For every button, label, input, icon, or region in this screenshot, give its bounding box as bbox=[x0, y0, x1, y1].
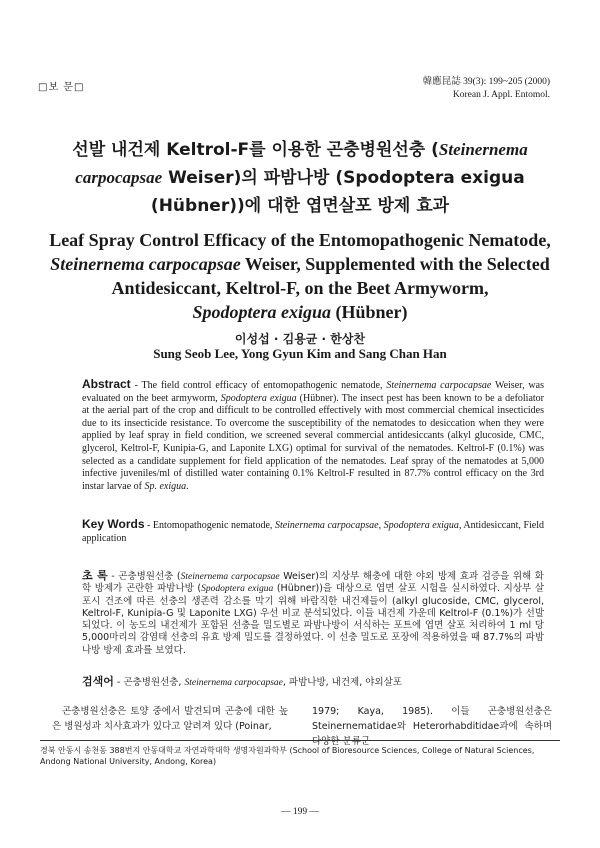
title-english bbox=[40, 228, 560, 324]
abstract-text-5: (Hübner). The insect pest has been known to be a defoliator at the aerial part of the crop and difficult to be controlled effectively with most commercial chemical insecticides due to its insecticide resistance. To overcome the susceptibility of the nematodes to desiccation when they were applied by leaf spray in field condition, we screened several commercial antidesiccants (alkyl glucoside, CMC, glycerol, Keltrol-F, Kunipia-G, and Laponite LXG) optimal for survival of the nematodes. Keltrol-F (0.1%) was selected as a candidate supplement for field application of the nematodes. Leaf spray of the nematodes at 5,000 infective juveniles/ml of distilled water containing 0.1% Keltrol-F resulted in 87.7% control efficacy on the 3rd instar larvae of bbox=[82, 392, 545, 492]
korean-keywords bbox=[82, 673, 544, 689]
journal-citation-ko: 韓應昆誌 39(3): 199~205 (2000) bbox=[422, 77, 550, 87]
title-ko-line1a: 선발 내건제 Keltrol-F를 이용한 곤충병원선충 ( bbox=[72, 140, 439, 160]
korean-keywords-text-3: , 파밤나방, 내건제, 야외살포 bbox=[282, 677, 402, 688]
abstract-text-2: Steinernema carpocapsae bbox=[386, 380, 492, 391]
title-ko-line2a: carpocapsae bbox=[75, 168, 163, 187]
abstract bbox=[82, 378, 544, 493]
abstract-text-4: Spodoptera exigua bbox=[220, 392, 297, 404]
title-en-line4a: Spodoptera exigua bbox=[192, 302, 331, 322]
korean-keywords-heading: 검색어 bbox=[82, 675, 114, 688]
title-en-line2a: Steinernema carpocapsae bbox=[50, 254, 241, 274]
korean-abstract-text-5: (Hübner))을 대상으로 엽면 살포 시험을 실시하였다. 지상부 살포시 건조에 따른 선충의 생존력 감소를 막기 위해 바람직한 내건제들이 (alkyl glucoside, CMC, glycerol, Keltrol-F, Kunipia-G 및 Laponite LXG) 우선 비교 분석되었다. 이들 내건제 가운데 Keltrol-F (0.1%)가 선발되었다. 이 농도의 내건제가 포함된 선충을 밀도별로 파밤나방이 서식하는 포트에 엽면 살포 처리하여 1 ml 당 5,000마리의 감염태 선충의 유효 방제 밀도를 결정하였다. 이 선충 밀도로 포장에 적용하였을 때 87.7%의 파밤나방 방제 효과를 보였다. bbox=[82, 583, 544, 656]
keywords-text-4: Spodoptera exigua bbox=[383, 520, 459, 531]
keywords-text-1: - Entomopathogenic nematode, bbox=[144, 520, 275, 531]
authors-english: Sung Seob Lee, Yong Gyun Kim and Sang Chan Han bbox=[153, 346, 447, 361]
title-korean bbox=[40, 136, 560, 220]
author-affiliation: 경북 안동시 송천동 388번지 안동대학교 자연과학대학 생명자원과학부 (School of Bioresource Sciences, College of Natural Sciences, Andong National University, Andong, Korea) bbox=[40, 746, 535, 766]
body-text-left-column: 곤충병원선충은 토양 중에서 발견되며 곤충에 대한 높은 병원성과 치사효과가 있다고 알려져 있다 (Poinar, bbox=[52, 706, 288, 732]
korean-abstract-text-4: Spodoptera exigua bbox=[201, 584, 274, 595]
korean-abstract-text-2: Steinernema carpocapsae bbox=[180, 572, 280, 582]
authors-korean: 이성섭 · 김용균 · 한상찬 bbox=[234, 332, 366, 346]
korean-keywords-text-1: - 곤충병원선충, bbox=[113, 677, 185, 688]
keywords bbox=[82, 518, 544, 545]
article-type-label: □보 문□ bbox=[38, 82, 85, 93]
abstract-heading: Abstract bbox=[82, 377, 131, 391]
journal-citation bbox=[423, 76, 550, 102]
title-en-line1: Leaf Spray Control Efficacy of the Entomopathogenic Nematode, bbox=[49, 230, 551, 250]
title-en-line3: Antidesiccant, Keltrol-F, on the Beet Armyworm, bbox=[111, 278, 489, 298]
keywords-heading: Key Words bbox=[82, 517, 145, 531]
body-text-right-column: 1979; Kaya, 1985). 이들 곤충병원선충은 Steinernematidae와 Heterorhabditidae과에 속하며 다양한 분류군 bbox=[312, 706, 552, 747]
abstract-text-7: . bbox=[186, 480, 189, 492]
abstract-text-6: Sp. exigua bbox=[144, 480, 187, 492]
korean-abstract-text-1: - 곤충병원선충 ( bbox=[107, 571, 181, 582]
title-ko-line3: (Hübner))에 대한 엽면살포 방제 효과 bbox=[150, 196, 450, 216]
footnote-divider bbox=[40, 740, 560, 741]
abstract-text-3: Weiser, was evaluated on the beet armyworm, bbox=[82, 380, 544, 404]
page-number: — 199 — bbox=[281, 807, 319, 817]
title-ko-line1b: Steinernema bbox=[438, 140, 528, 159]
korean-abstract-heading: 초 록 bbox=[82, 569, 108, 582]
korean-abstract bbox=[82, 570, 544, 657]
title-en-line2b: Weiser, Supplemented with the Selected bbox=[240, 254, 550, 274]
keywords-text-5: , Antidesiccant, Field application bbox=[82, 520, 545, 544]
title-ko-line2b: Weiser)의 파밤나방 (Spodoptera exigua bbox=[162, 168, 525, 188]
journal-citation-en: Korean J. Appl. Entomol. bbox=[452, 90, 550, 100]
keywords-text-2: Steinernema carpocapsae bbox=[274, 520, 379, 531]
abstract-text-1: - The field control efficacy of entomopathogenic nematode, bbox=[130, 380, 387, 391]
keywords-text-3: , bbox=[378, 520, 384, 531]
title-en-line4b: (Hübner) bbox=[331, 302, 408, 322]
korean-keywords-text-2: Steinernema carpocapsae bbox=[184, 678, 283, 688]
korean-abstract-text-3: Weiser)의 지상부 해충에 대한 야외 방제 효과 검증을 위해 화학 방제가 곤란한 파밤나방 ( bbox=[82, 571, 544, 595]
